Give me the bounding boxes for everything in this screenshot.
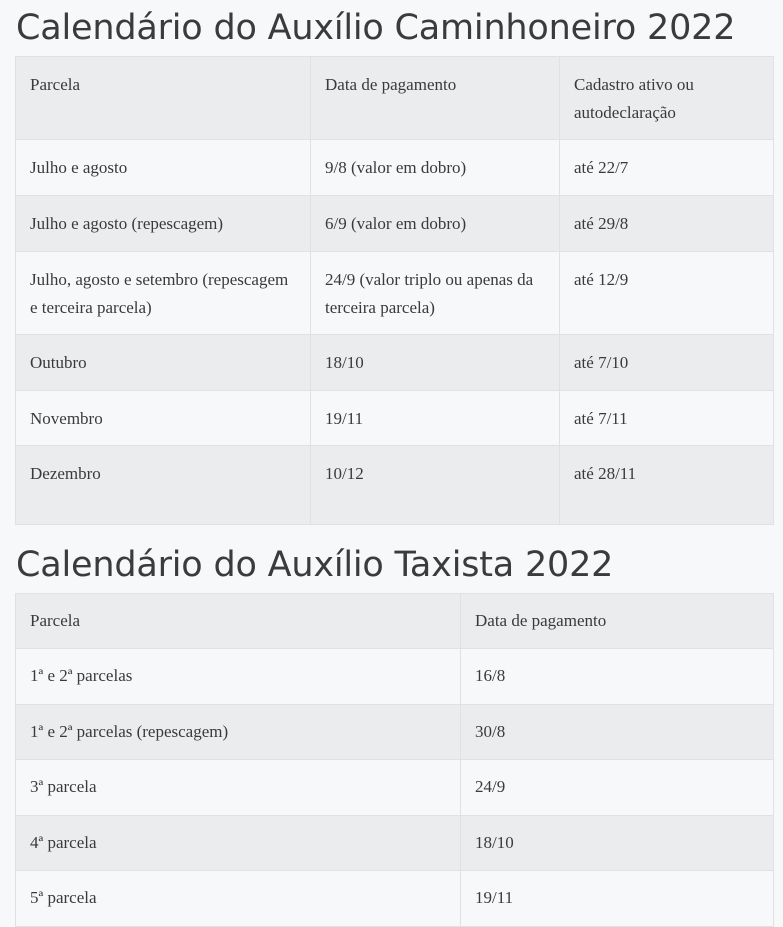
table-row <box>16 196 774 252</box>
table-cell: 1ª e 2ª parcelas (repescagem) <box>16 705 461 760</box>
header-cell: Cadastro ativo ou autodeclaração <box>560 57 774 140</box>
table-cell: 1ª e 2ª parcelas <box>16 649 461 705</box>
table-row <box>16 871 774 927</box>
table-row <box>16 705 774 760</box>
table-cell: 16/8 <box>461 649 774 705</box>
header-cell: Parcela <box>16 594 461 649</box>
table-row <box>16 391 774 446</box>
table-cell: 18/10 <box>311 335 560 391</box>
table-cell: Julho e agosto (repescagem) <box>16 196 311 252</box>
table-cell: Outubro <box>16 335 311 391</box>
table-cell: 3ª parcela <box>16 760 461 816</box>
table-cell: 24/9 (valor triplo ou apenas da terceira parcela) <box>311 252 560 335</box>
table-row <box>16 252 774 335</box>
table-cell: Julho, agosto e setembro (repescagem e terceira parcela) <box>16 252 311 335</box>
table-header-row <box>16 57 774 140</box>
table-cell: até 22/7 <box>560 140 774 196</box>
table-row <box>16 816 774 871</box>
table-row <box>16 760 774 816</box>
table-cell: até 12/9 <box>560 252 774 335</box>
table-cell: até 28/11 <box>560 446 774 525</box>
taxista-table <box>15 593 774 927</box>
table-cell: 5ª parcela <box>16 871 461 927</box>
caminhoneiro-table <box>15 56 774 525</box>
header-cell: Data de pagamento <box>461 594 774 649</box>
table-cell: Novembro <box>16 391 311 446</box>
table-cell: 4ª parcela <box>16 816 461 871</box>
table-cell: 30/8 <box>461 705 774 760</box>
table-cell: até 29/8 <box>560 196 774 252</box>
header-cell: Data de pagamento <box>311 57 560 140</box>
table-cell: até 7/10 <box>560 335 774 391</box>
taxista-title: Calendário do Auxílio Taxista 2022 <box>16 545 614 585</box>
caminhoneiro-title: Calendário do Auxílio Caminhoneiro 2022 <box>16 8 736 48</box>
table-row <box>16 649 774 705</box>
table-cell: 9/8 (valor em dobro) <box>311 140 560 196</box>
table-row <box>16 446 774 525</box>
table-header-row <box>16 594 774 649</box>
table-cell: Julho e agosto <box>16 140 311 196</box>
table-cell: 19/11 <box>461 871 774 927</box>
table-cell: 24/9 <box>461 760 774 816</box>
header-cell: Parcela <box>16 57 311 140</box>
table-row <box>16 335 774 391</box>
table-row <box>16 140 774 196</box>
table-cell: 19/11 <box>311 391 560 446</box>
table-cell: 10/12 <box>311 446 560 525</box>
table-cell: até 7/11 <box>560 391 774 446</box>
table-cell: 6/9 (valor em dobro) <box>311 196 560 252</box>
table-cell: 18/10 <box>461 816 774 871</box>
table-cell: Dezembro <box>16 446 311 525</box>
